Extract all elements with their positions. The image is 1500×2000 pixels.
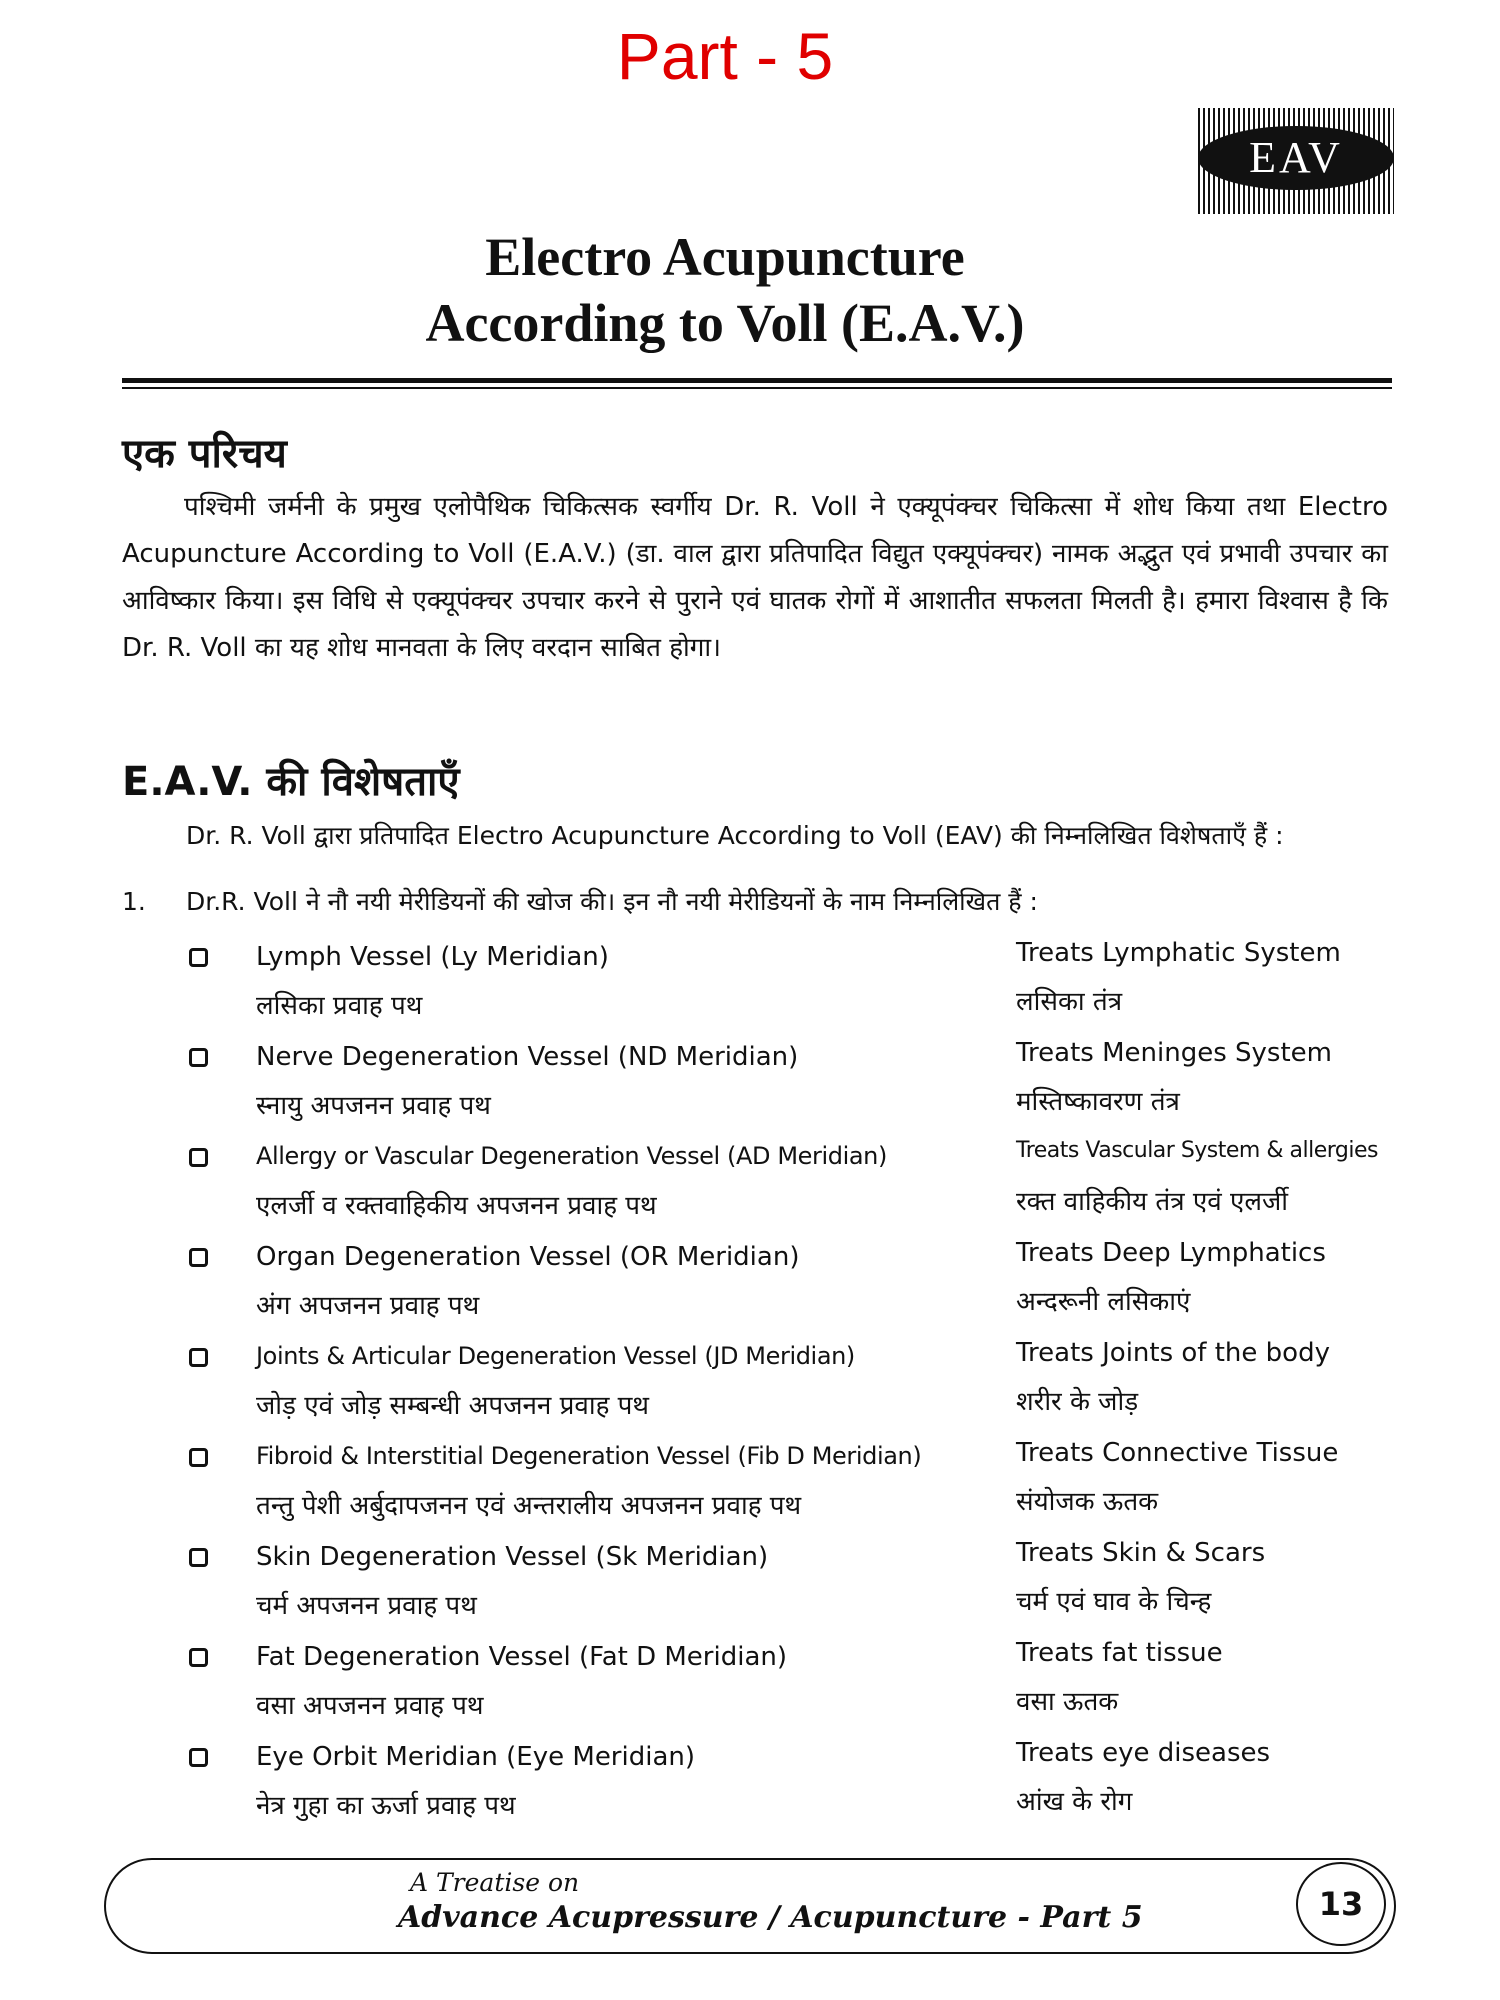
meridian-row <box>186 1038 1396 1142</box>
meridian-treats: Treats Connective Tissue <box>1016 1438 1339 1468</box>
title-line-1: Electro Acupuncture <box>485 227 965 287</box>
meridian-name-hindi: एलर्जी व रक्तवाहिकीय अपजनन प्रवाह पथ <box>256 1191 657 1221</box>
meridian-treats: Treats eye diseases <box>1016 1738 1271 1768</box>
meridian-treats-hindi: संयोजक ऊतक <box>1016 1487 1159 1517</box>
introduction-paragraph: पश्चिमी जर्मनी के प्रमुख एलोपैथिक चिकित्सक स्वर्गीय Dr. R. Voll ने एक्यूपंक्चर चिकित्सा में शोध किया तथा Electro Acupuncture According to Voll (E.A.V.) (डा. वाल द्वारा प्रतिपादित विद्युत एक्यूपंक्चर) नामक अद्भुत एवं प्रभावी उपचार का आविष्कार किया। इस विधि से एक्यूपंक्चर उपचार करने से पुराने एवं घातक रोगों में आशातीत सफलता मिलती है। हमारा विश्वास है कि Dr. R. Voll का यह शोध मानवता के लिए वरदान साबित होगा। <box>122 492 1388 663</box>
title-divider-thick <box>122 378 1392 383</box>
checkbox-icon <box>189 1748 208 1767</box>
checkbox-icon <box>189 1548 208 1567</box>
meridian-name: Skin Degeneration Vessel (Sk Meridian) <box>256 1542 769 1572</box>
meridian-name-hindi: वसा अपजनन प्रवाह पथ <box>256 1691 484 1721</box>
meridian-treats: Treats Vascular System & allergies <box>1016 1138 1378 1163</box>
meridian-treats-hindi: आंख के रोग <box>1016 1787 1133 1817</box>
section-heading-features: E.A.V. की विशेषताएँ <box>122 759 460 805</box>
checkbox-icon <box>189 1048 208 1067</box>
meridian-treats-hindi: लसिका तंत्र <box>1016 987 1123 1017</box>
meridian-row <box>186 1438 1396 1542</box>
features-intro: Dr. R. Voll द्वारा प्रतिपादित Electro Acupuncture According to Voll (EAV) की निम्नलिखित विशेषताएँ हैं : <box>186 821 1284 850</box>
checkbox-icon <box>189 1148 208 1167</box>
part-label: Part - 5 <box>616 19 834 93</box>
footer-line-1: A Treatise on <box>410 1868 580 1897</box>
page-number: 13 <box>1296 1862 1386 1946</box>
meridian-treats-hindi: मस्तिष्कावरण तंत्र <box>1016 1087 1180 1117</box>
meridian-name-hindi: लसिका प्रवाह पथ <box>256 991 423 1021</box>
meridian-name: Nerve Degeneration Vessel (ND Meridian) <box>256 1042 799 1072</box>
feature-item-number: 1. <box>122 887 146 916</box>
meridian-name-hindi: तन्तु पेशी अर्बुदापजनन एवं अन्तरालीय अपजनन प्रवाह पथ <box>256 1491 802 1521</box>
checkbox-icon <box>189 1648 208 1667</box>
meridian-treats-hindi: अन्दरूनी लसिकाएं <box>1016 1287 1191 1317</box>
meridian-treats-hindi: चर्म एवं घाव के चिन्ह <box>1016 1587 1212 1617</box>
meridian-treats-hindi: शरीर के जोड़ <box>1016 1387 1139 1417</box>
title-divider-thin <box>122 387 1392 389</box>
meridian-name: Fibroid & Interstitial Degeneration Vessel (Fib D Meridian) <box>256 1442 922 1470</box>
meridian-name: Eye Orbit Meridian (Eye Meridian) <box>256 1742 696 1772</box>
meridian-row <box>186 1538 1396 1642</box>
meridian-row <box>186 938 1396 1042</box>
meridian-row <box>186 1638 1396 1742</box>
feature-item-1 <box>122 884 1038 918</box>
meridian-row <box>186 1338 1396 1442</box>
meridian-list <box>186 938 1396 1842</box>
meridian-name-hindi: अंग अपजनन प्रवाह पथ <box>256 1291 480 1321</box>
meridian-name-hindi: नेत्र गुहा का ऊर्जा प्रवाह पथ <box>256 1791 516 1821</box>
meridian-treats: Treats Deep Lymphatics <box>1016 1238 1326 1268</box>
meridian-treats: Treats Lymphatic System <box>1016 938 1341 968</box>
checkbox-icon <box>189 948 208 967</box>
meridian-treats: Treats Joints of the body <box>1016 1338 1330 1368</box>
checkbox-icon <box>189 1348 208 1367</box>
meridian-name: Fat Degeneration Vessel (Fat D Meridian) <box>256 1642 787 1672</box>
meridian-name: Lymph Vessel (Ly Meridian) <box>256 942 609 972</box>
meridian-treats: Treats Meninges System <box>1016 1038 1332 1068</box>
feature-item-text: Dr.R. Voll ने नौ नयी मेरीडियनों की खोज की। इन नौ नयी मेरीडियनों के नाम निम्नलिखित हैं : <box>186 887 1038 916</box>
meridian-row <box>186 1738 1396 1842</box>
meridian-row <box>186 1238 1396 1342</box>
meridian-name: Allergy or Vascular Degeneration Vessel (AD Meridian) <box>256 1142 887 1170</box>
section-heading-introduction: एक परिचय <box>122 431 287 477</box>
meridian-treats: Treats fat tissue <box>1016 1638 1223 1668</box>
meridian-name-hindi: स्नायु अपजनन प्रवाह पथ <box>256 1091 491 1121</box>
meridian-treats: Treats Skin & Scars <box>1016 1538 1266 1568</box>
meridian-name-hindi: चर्म अपजनन प्रवाह पथ <box>256 1591 477 1621</box>
meridian-treats-hindi: रक्त वाहिकीय तंत्र एवं एलर्जी <box>1016 1187 1288 1217</box>
meridian-row <box>186 1138 1396 1242</box>
meridian-name: Organ Degeneration Vessel (OR Meridian) <box>256 1242 800 1272</box>
eav-badge-label: EAV <box>1198 126 1394 190</box>
meridian-name: Joints & Articular Degeneration Vessel (JD Meridian) <box>256 1342 855 1370</box>
footer-line-2: Advance Acupressure / Acupuncture - Part 5 <box>398 1900 1143 1935</box>
meridian-treats-hindi: वसा ऊतक <box>1016 1687 1119 1717</box>
eav-badge <box>1198 108 1394 214</box>
title-line-2: According to Voll (E.A.V.) <box>425 293 1025 353</box>
checkbox-icon <box>189 1248 208 1267</box>
checkbox-icon <box>189 1448 208 1467</box>
meridian-name-hindi: जोड़ एवं जोड़ सम्बन्धी अपजनन प्रवाह पथ <box>256 1391 650 1421</box>
